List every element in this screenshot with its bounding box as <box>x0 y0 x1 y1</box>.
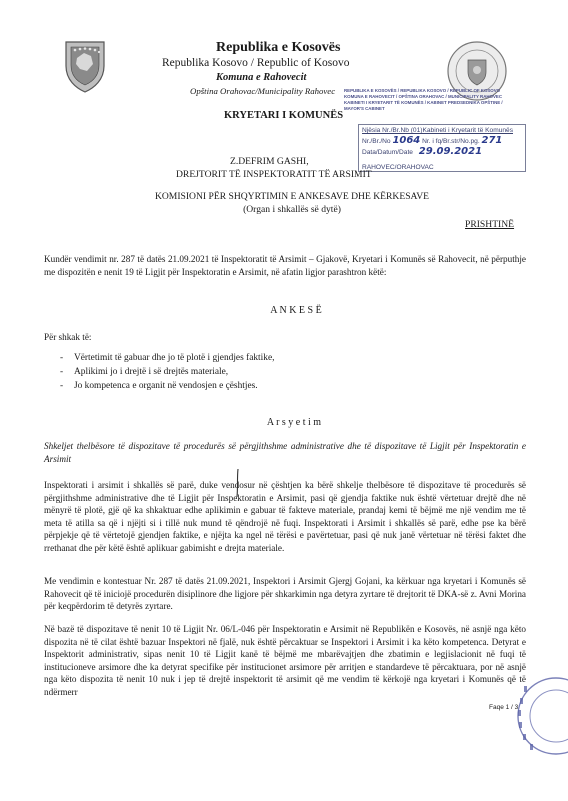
commission-title: KOMISIONI PËR SHQYRTIMIN E ANKESAVE DHE KËRKESAVE <box>154 191 430 202</box>
header-municipality-alt: Opština Orahovac/Municipality Rahovec <box>190 86 336 96</box>
paragraph-1: Inspektorati i arsimit i shkallës së parë, duke vendosur në çështjen ka bërë shkelje thelbësore të dispozitave të procedurës së përgjithshme administrative dhe të Ligjit për Inspektoratin e Arsimit, pasi që gjendja faktike nuk është vërtetuar drejtë dhe në mënyrë të plotë, gjë që ka shkaktuar edhe aplikimin e gabuar të fakteve materiale, prandaj kemi të bëjmë me një vendim me të meta të atilla sa që i njëjti si i tillë nuk mund të qëndrojë në fuqi. Inspektorati i Arsimit i shkallës së parë, edhe pse ka bërë përpjekje që të vërtetojë gjendjen faktike, e njëjta ka ngel në tërësi e pavërtetuar, pasi që nuk janë vërtetuar në tërësi faktet dhe rrethanat dhe për këtë është aplikuar gabimisht e drejta materiale. <box>44 480 526 553</box>
heading-reasoning: A r s y e t i m <box>266 417 322 428</box>
reg-stamp-nr-label: Nr./Br./No <box>362 138 391 145</box>
handwritten-mark <box>232 468 244 498</box>
reg-stamp-place: RAHOVEC/ORAHOVAC <box>362 164 434 171</box>
round-stamp-partial <box>504 672 568 762</box>
reasons-list <box>60 351 500 393</box>
reg-stamp-date-row <box>362 147 522 158</box>
cabinet-stamp-line2: KOMUNA E RAHOVECIT / OPŠTINA ORAHOVAC / MUNICIPALITY RAHOVEC <box>344 94 502 99</box>
reg-stamp-nr-value: 1064 <box>392 135 421 146</box>
header-subtitle: Republika Kosovo / Republic of Kosovo <box>162 57 350 69</box>
heading-appeal: A N K E S Ë <box>270 305 322 316</box>
reasons-label: Për shkak të: <box>44 332 92 342</box>
paragraph-2: Me vendimin e kontestuar Nr. 287 të datës 21.09.2021, Inspektori i Arsimit Gjergj Gojani, ka kërkuar nga kryetari i Komunës së Rahovecit që të iniciojë procedurën disiplinore dhe ligjore për shkarkimin nga detyra zyrtare të drejtorit të DKA-së z. Avni Morina për keqpërdorim të detyrës zyrtare. <box>44 576 526 612</box>
reason-item-2: - Aplikimi jo i drejtë i së drejtës materiale, <box>60 365 500 379</box>
reg-stamp-date-label: Data/Datum/Date <box>362 149 413 156</box>
commission-subtitle: (Organ i shkallës së dytë) <box>243 204 341 215</box>
header-municipality: Komuna e Rahovecit <box>216 72 307 83</box>
paragraph-3: Në bazë të dispozitave të nenit 10 të Ligjit Nr. 06/L-046 për Inspektoratin e Arsimit në Republikën e Kosovës, në asnjë nga këto dispozita në të cilat është bazuar Inspektori në fjalë, nuk është përcaktuar se Inspektori i Arsimit i ka këto kompetenca. Detyrat e Inspektorit administrativ, sipas nenit 10 të Ligjit kanë të bëjmë me mbarëvajtjen dhe zbatimin e legjislacionit në fuqi të institucioneve arsimore dhe ka detyrat specifike për institucionet arsimore për arritjen e standardeve të përcaktuara, por në asnjë nga këto dispozita të nenit 10 nuk i jep të drejtë inspektorit të arsimit që me vendim të kërkojë nga kryetari i Komunës që të ndërmerr <box>44 624 526 697</box>
cabinet-stamp-line1: REPUBLIKA E KOSOVËS / REPUBLIKA KOSOVO / REPUBLIC OF KOSOVO <box>344 88 501 93</box>
reg-stamp-unit: Njësia Nr./Br.Nb (01)Kabineti i Kryetarit të Komunës <box>362 127 513 134</box>
header-title: Republika e Kosovës <box>216 40 341 55</box>
header-office: KRYETARI I KOMUNËS <box>224 110 344 121</box>
italic-note: Shkeljet thelbësore të dispozitave të procedurës së përgjithshme administrative dhe të dispozitave të Ligjit për Inspektoratin e Arsimit <box>44 441 526 464</box>
cabinet-stamp-line3: KABINETI I KRYETARIT TË KOMUNËS / KABINET PREDSEDNIKA OPŠTINE / MAYOR'S CABINET <box>344 100 503 111</box>
reg-stamp-fq-label: Nr. i fq/Br.str/No.pg. <box>422 138 480 145</box>
addressee-role: DREJTORIT TË INSPEKTORATIT TË ARSIMIT <box>176 169 372 180</box>
reason-item-3: - Jo kompetenca e organit në vendosjen e çështjes. <box>60 379 500 393</box>
intro-paragraph: Kundër vendimit nr. 287 të datës 21.09.2021 të Inspektoratit të Arsimit – Gjakovë, Kryetari i Komunës së Rahovecit, në përputhje me dispozitën e nenit 19 të Ligjit për Inspektoratin e Arsimit, në afatin ligjor parashtron këtë: <box>44 254 526 277</box>
reason-item-1: - Vërtetimit të gabuar dhe jo të plotë i gjendjes faktike, <box>60 351 500 365</box>
reg-stamp-date-value: 29.09.2021 <box>418 146 483 157</box>
registration-stamp <box>358 124 526 172</box>
cabinet-stamp <box>344 88 514 112</box>
page-number: Faqe 1 / 3 <box>489 704 519 711</box>
reg-stamp-fq-value: 271 <box>481 135 503 146</box>
coat-of-arms-emblem <box>62 38 108 94</box>
commission-city: PRISHTINË <box>465 219 515 230</box>
addressee-name: Z.DEFRIM GASHI, <box>230 156 309 167</box>
